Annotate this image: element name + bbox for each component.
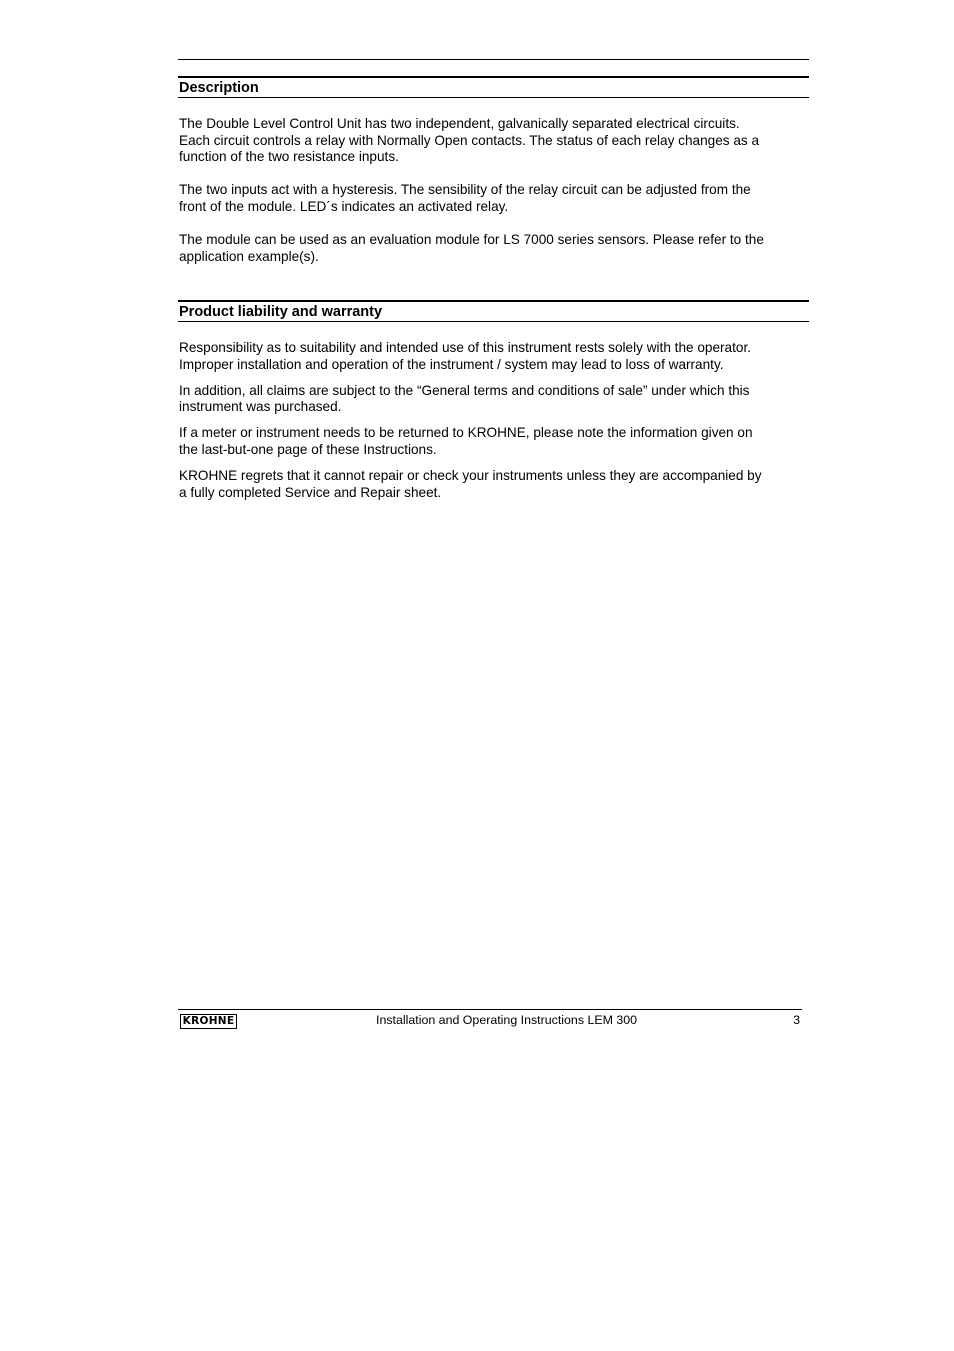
krohne-logo: KROHNE [180,1014,237,1029]
section-heading: Product liability and warranty [178,300,809,322]
paragraph: The two inputs act with a hysteresis. The sensibility of the relay circuit can be adjusted from the front of the module. LED´s indicates an activated relay. [179,182,751,214]
header-rule [178,59,809,60]
footer-title: Installation and Operating Instructions LEM 300 [376,1013,638,1027]
page-footer [178,1009,802,1034]
page-number: 3 [793,1013,800,1027]
paragraph: Responsibility as to suitability and intended use of this instrument rests solely with the operator. Improper installation and operation of the instrument / system may lead to loss of warranty. [179,340,751,372]
paragraph: The Double Level Control Unit has two independent, galvanically separated electrical circuits. Each circuit controls a relay with Normally Open contacts. The status of each relay changes as a function of the two resistance inputs. [179,116,760,165]
section-description [178,76,809,282]
paragraph: In addition, all claims are subject to the “General terms and conditions of sale” under which this instrument was purchased. [179,382,750,415]
paragraph: KROHNE regrets that it cannot repair or check your instruments unless they are accompanied by a fully completed Service and Repair sheet. [179,468,762,500]
section-product-liability [178,300,809,511]
section-heading: Description [178,76,809,98]
paragraph: The module can be used as an evaluation module for LS 7000 series sensors. Please refer to the application example(s). [179,231,764,264]
paragraph: If a meter or instrument needs to be returned to KROHNE, please note the information given on the last-but-one page of these Instructions. [179,425,753,457]
